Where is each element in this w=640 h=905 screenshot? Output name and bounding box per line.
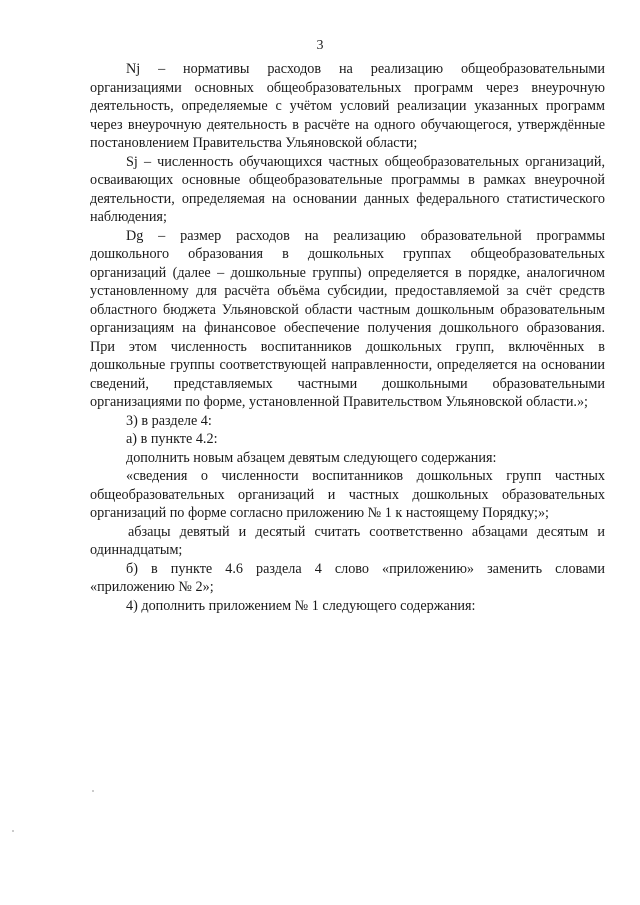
- paragraph-add-ninth: дополнить новым абзацем девятым следующего содержания:: [126, 449, 497, 466]
- document-body: [90, 60, 605, 615]
- scan-mark: [12, 830, 14, 832]
- scan-mark: [92, 790, 94, 792]
- paragraph-appendix-1: 4) дополнить приложением № 1 следующего содержания:: [126, 597, 476, 614]
- paragraph-renumber: абзацы девятый и десятый считать соответственно абзацами десятым и одиннадцатым;: [90, 523, 605, 558]
- paragraph-quoted-text: «сведения о численности воспитанников дошкольных групп частных общеобразовательных организаций и частных дошкольных образовательных организаций по форме согласно приложению № 1 к настоящему Порядку;»;: [90, 468, 605, 521]
- paragraph-nj-definition: Nj – нормативы расходов на реализацию общеобразовательными организациями основных общеобразовательных программ через внеурочную деятельность, определяемые с учётом условий реализации указанных программ через внеурочную деятельность в расчёте на одного обучающегося, утверждённые постановлением Правительства Ульяновской области;: [90, 61, 605, 151]
- paragraph-point-4-6: б) в пункте 4.6 раздела 4 слово «приложению» заменить словами «приложению № 2»;: [90, 560, 605, 595]
- paragraph-dg-definition: Dg – размер расходов на реализацию образовательной программы дошкольного образования в дошкольных группах общеобразовательных организаций (далее – дошкольные группы) определяется в порядке, аналогичном установленному для расчёта объёма субсидии, предоставляемой за счёт средств областного бюджета Ульяновской области частным дошкольным образовательным организациям на финансовое обеспечение получения дошкольного образования. При этом численность воспитанников дошкольных групп, включённых в дошкольные группы соответствующей направленности, определяется на основании сведений, представляемых частными дошкольными образовательными организациями по форме, установленной Правительством Ульяновской области.»;: [90, 227, 605, 410]
- paragraph-point-4-2: а) в пункте 4.2:: [126, 431, 218, 447]
- paragraph-sj-definition: Sj – численность обучающихся частных общеобразовательных организаций, осваивающих основные общеобразовательные программы в рамках внеурочной деятельности, определяемая на основании данных федерального статистического наблюдения;: [90, 153, 605, 225]
- page-number: 3: [316, 38, 324, 53]
- paragraph-section-4: 3) в разделе 4:: [126, 412, 212, 429]
